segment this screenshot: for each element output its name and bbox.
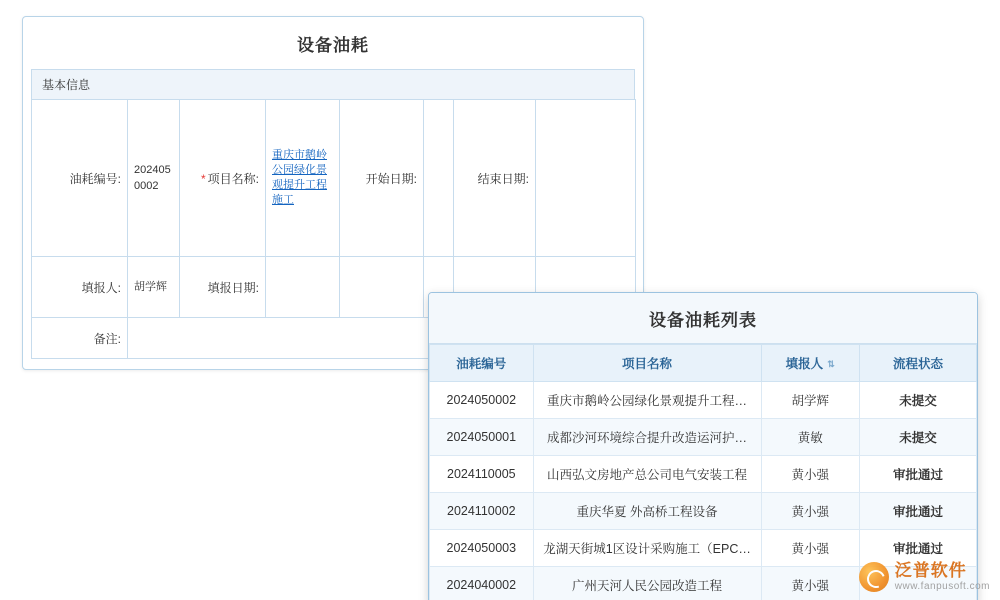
table-header-row (430, 345, 977, 382)
fuel-code-text: 202405 0002 (134, 164, 171, 192)
project-name-label (180, 100, 266, 257)
required-marker-icon: * (200, 171, 206, 186)
column-header-project-name[interactable]: 项目名称 (533, 345, 761, 382)
reporter-row-spacer-1 (340, 257, 424, 318)
project-name-value[interactable] (266, 100, 340, 257)
fuel-code-value (128, 100, 180, 257)
column-header-reporter[interactable] (761, 345, 859, 382)
cell-project-name[interactable]: 成都沙河环境综合提升改造运河护… (533, 419, 761, 456)
brand-watermark (859, 562, 990, 592)
equipment-fuel-list-panel (428, 292, 978, 600)
cell-project-name[interactable]: 重庆市鹅岭公园绿化景观提升工程… (533, 382, 761, 419)
cell-project-name[interactable]: 广州天河人民公园改造工程 (533, 567, 761, 600)
status-badge: 审批通过 (859, 530, 976, 567)
reporter-value (128, 257, 180, 318)
project-name-link[interactable]: 重庆市鹅岭公园绿化景观提升工程施工 (272, 149, 327, 206)
basic-info-section-header: 基本信息 (31, 69, 635, 99)
cell-reporter[interactable]: 胡学辉 (761, 382, 859, 419)
column-header-reporter-label: 填报人 (785, 357, 824, 371)
brand-name: 泛普软件 (894, 561, 967, 581)
cell-project-name[interactable]: 龙湖天街城1区设计采购施工（EPC… (533, 530, 761, 567)
cell-fuel-code[interactable]: 2024050001 (430, 419, 534, 456)
cell-reporter[interactable]: 黄小强 (761, 567, 859, 600)
status-badge: 审批通过 (859, 456, 976, 493)
cell-reporter[interactable]: 黄小强 (761, 530, 859, 567)
end-date-label: 结束日期: (454, 100, 536, 257)
start-date-value[interactable] (424, 100, 454, 257)
status-badge: 审批通过 (859, 493, 976, 530)
fuel-code-label: 油耗编号: (32, 100, 128, 257)
cell-project-name[interactable]: 山西弘文房地产总公司电气安装工程 (533, 456, 761, 493)
cell-fuel-code[interactable]: 2024050003 (430, 530, 534, 567)
cell-reporter[interactable]: 黄敏 (761, 419, 859, 456)
end-date-value[interactable] (536, 100, 636, 257)
brand-url: www.fanpusoft.com (894, 580, 990, 592)
column-header-process-status[interactable]: 流程状态 (859, 345, 976, 382)
cell-project-name[interactable]: 重庆华夏 外高桥工程设备 (533, 493, 761, 530)
start-date-label: 开始日期: (340, 100, 424, 257)
cell-reporter[interactable]: 黄小强 (761, 493, 859, 530)
cell-fuel-code[interactable]: 2024110005 (430, 456, 534, 493)
page-title: 设备油耗 (297, 36, 369, 55)
project-name-label-text: 项目名称: (207, 171, 259, 186)
sort-arrow-icon[interactable]: ⇅ (827, 359, 835, 370)
list-title: 设备油耗列表 (429, 293, 977, 344)
note-label: 备注: (32, 318, 128, 359)
cell-fuel-code[interactable]: 2024040002 (430, 567, 534, 600)
table-row[interactable] (430, 493, 977, 530)
brand-text (895, 562, 990, 592)
cell-fuel-code[interactable]: 2024050002 (430, 382, 534, 419)
reporter-text: 胡学辉 (134, 281, 167, 293)
report-date-value[interactable] (266, 257, 340, 318)
form-row-primary (32, 100, 636, 257)
reporter-label: 填报人: (32, 257, 128, 318)
brand-logo-icon (859, 562, 889, 592)
cell-fuel-code[interactable]: 2024110002 (430, 493, 534, 530)
table-row[interactable] (430, 382, 977, 419)
table-row[interactable] (430, 456, 977, 493)
report-date-label: 填报日期: (180, 257, 266, 318)
status-badge: 未提交 (859, 419, 976, 456)
table-row[interactable] (430, 419, 977, 456)
column-header-fuel-code[interactable]: 油耗编号 (430, 345, 534, 382)
status-badge: 未提交 (859, 382, 976, 419)
cell-reporter[interactable]: 黄小强 (761, 456, 859, 493)
